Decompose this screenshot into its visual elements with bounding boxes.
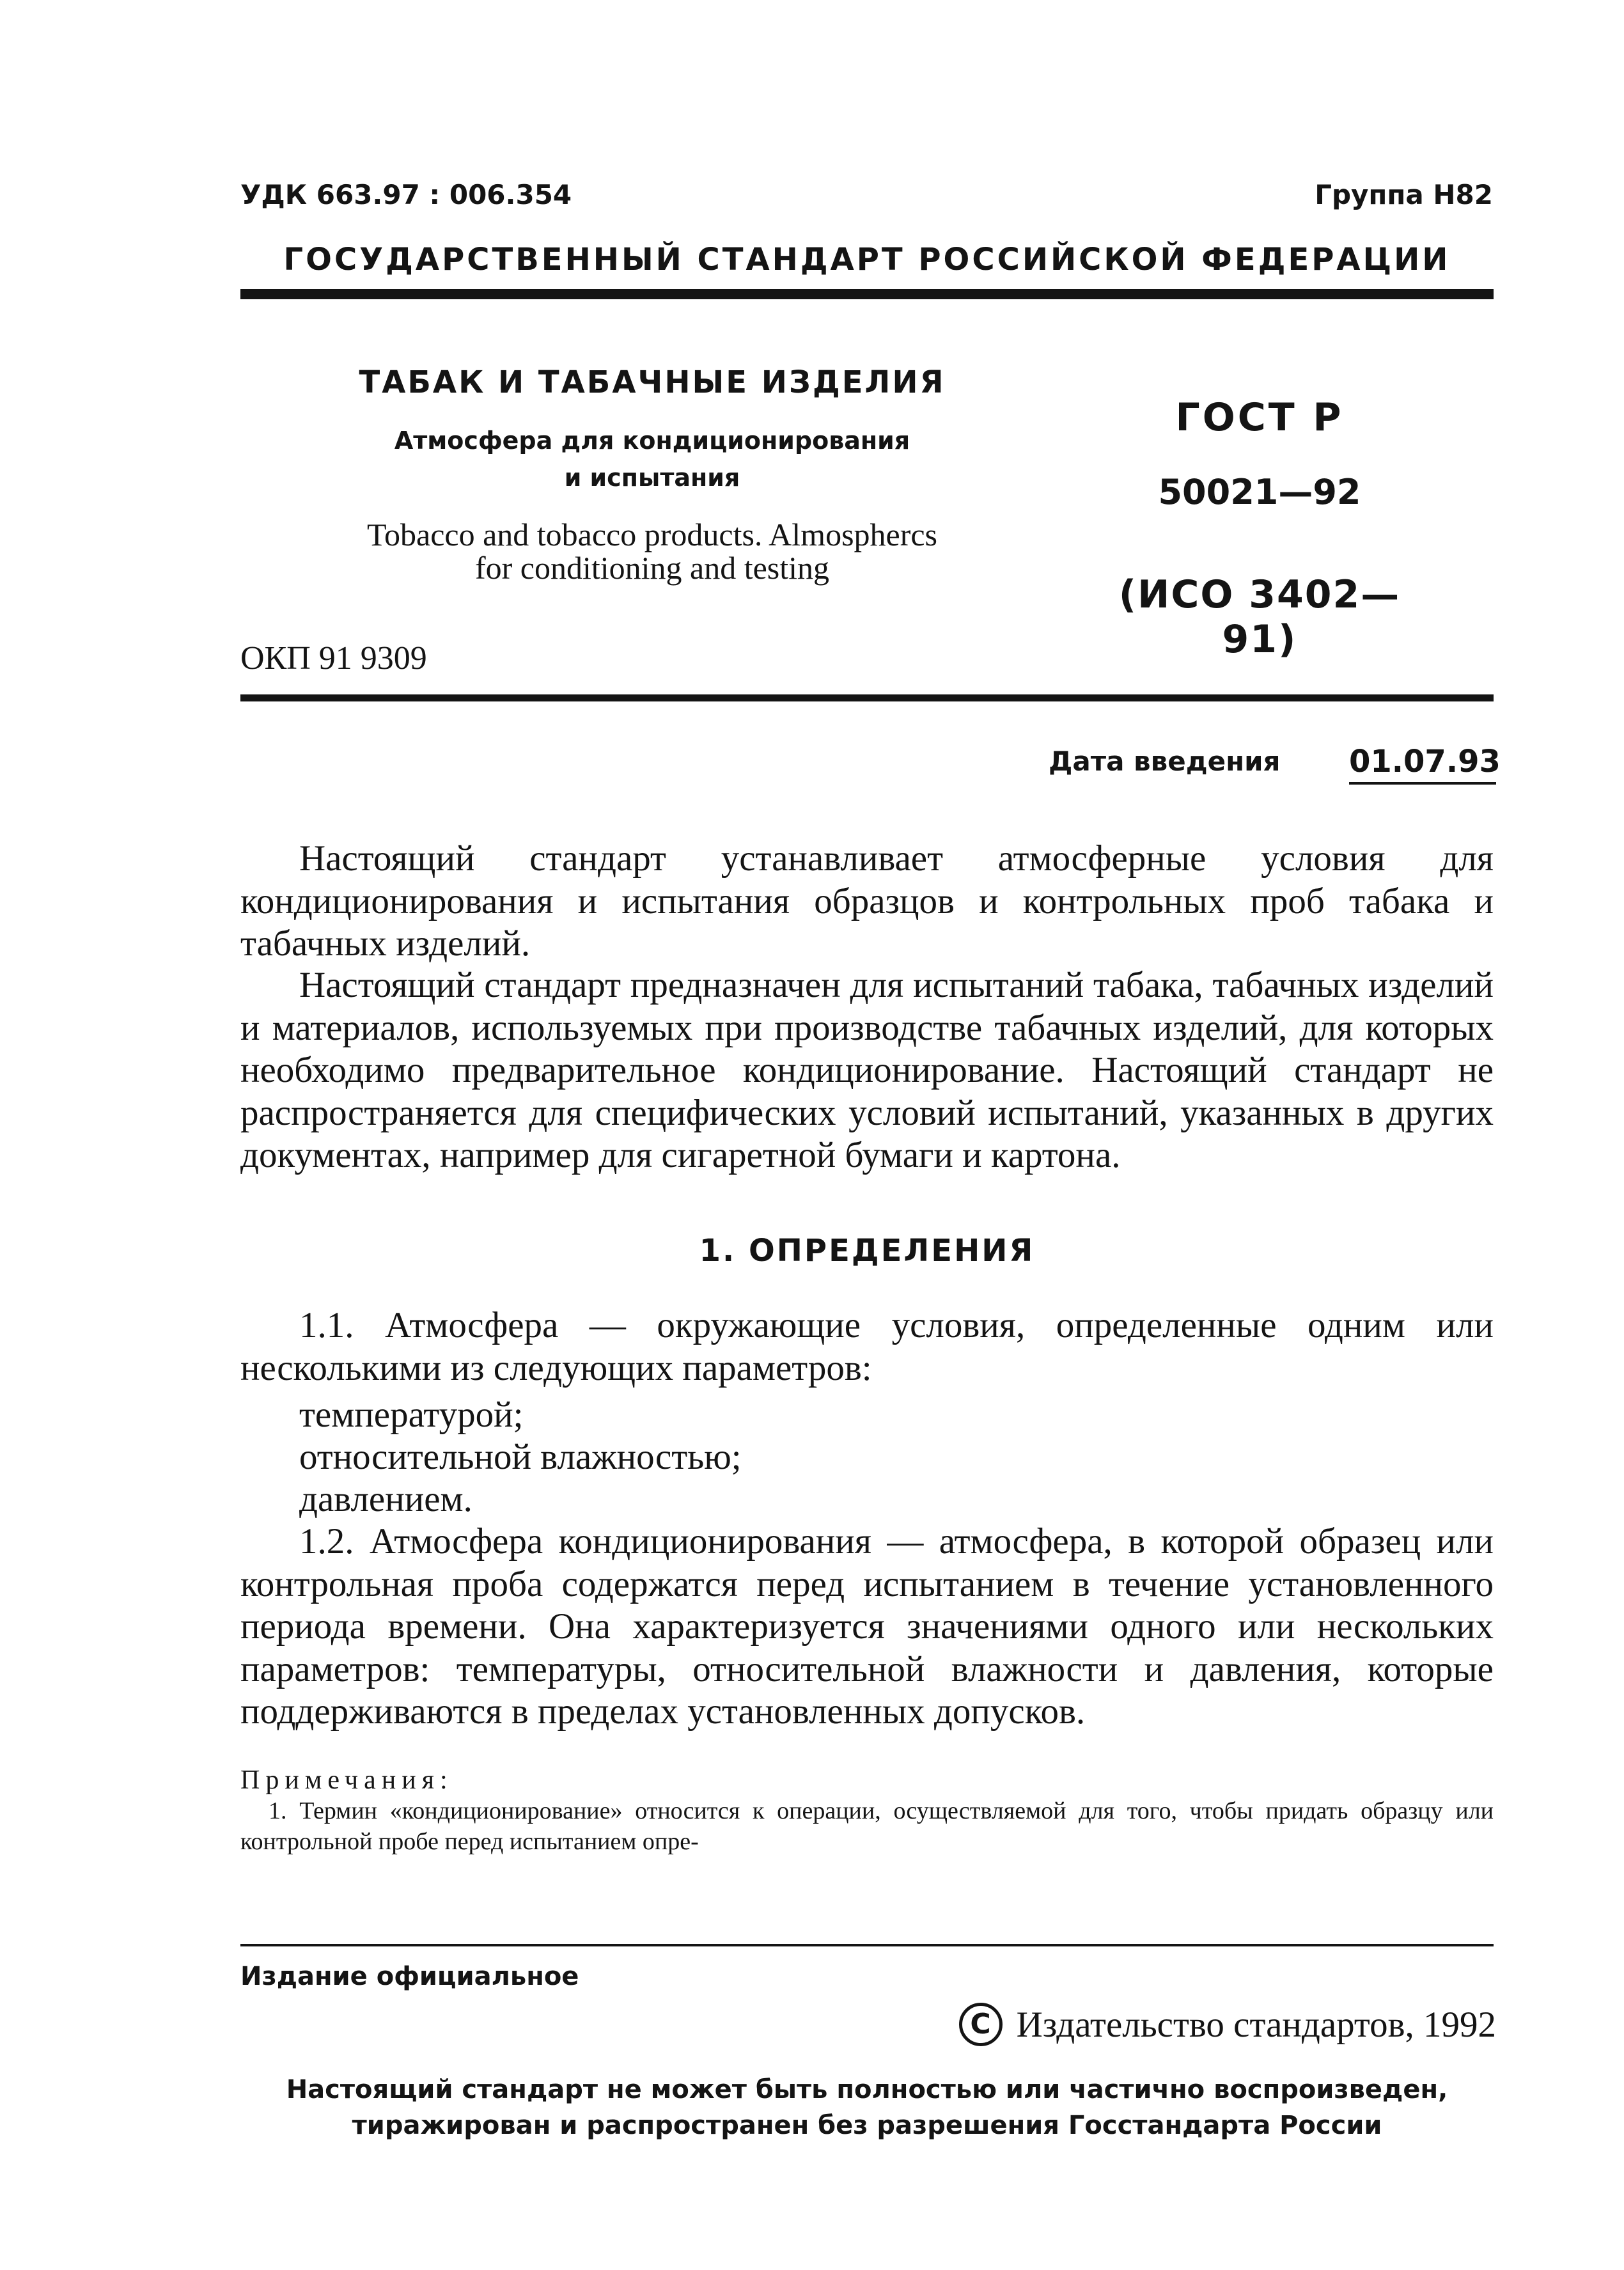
section-heading: 1. ОПРЕДЕЛЕНИЯ — [699, 1233, 1035, 1269]
reproduction-disclaimer — [240, 2072, 1494, 2143]
header-rule — [240, 289, 1494, 299]
udk-code: УДК 663.97 : 006.354 — [240, 179, 572, 210]
intro-paragraph-1: Настоящий стандарт устанавливает атмосферные условия для кондиционирования и испытания образцов и контрольных проб табака и табачных изделий. — [240, 838, 1494, 964]
param-temperature: температурой; — [299, 1395, 524, 1435]
gost-label: ГОСТ Р — [1175, 395, 1344, 440]
english-title-line2: for conditioning and testing — [474, 550, 830, 586]
standard-subtitle-line2: и испытания — [564, 464, 740, 492]
copyright-icon: С — [959, 2003, 1003, 2046]
copyright-line — [959, 2003, 1496, 2046]
standard-subtitle-line1: Атмосфера для кондиционирования — [394, 427, 910, 455]
definition-1-2: 1.2. Атмосфера кондиционирования — атмосфера, в которой образец или контрольная проба содержатся перед испытанием в течение установленного периода времени. Она характеризуется значениями одного или нескольких параметров: температуры, относительной влажности и давления, которые поддерживаются в пределах установленных допусков. — [240, 1521, 1494, 1732]
copyright-text: Издательство стандартов, 1992 — [1016, 2004, 1496, 2045]
title-block — [301, 364, 1004, 584]
state-standard-heading: ГОСУДАРСТВЕННЫЙ СТАНДАРТ РОССИЙСКОЙ ФЕДЕРАЦИИ — [283, 242, 1451, 278]
okp-rule — [240, 694, 1494, 701]
notes-heading: Примечания: — [240, 1765, 453, 1795]
gost-number: 50021—92 — [1158, 472, 1361, 512]
designation-block — [1087, 395, 1432, 662]
edition-label: Издание официальное — [240, 1962, 579, 1991]
param-pressure: давлением. — [299, 1479, 472, 1519]
iso-number: (ИСО 3402—91) — [1118, 572, 1401, 662]
intro-paragraph-2: Настоящий стандарт предназначен для испытаний табака, табачных изделий и материалов, используемых при производстве табачных изделий, для которых необходимо предварительное кондиционирование. Настоящий стандарт не распространяется для специфических условий испытаний, указанных в других документах, например для сигаретной бумаги и картона. — [240, 965, 1494, 1175]
disclaimer-line2: тиражирован и распространен без разрешения Госстандарта России — [352, 2111, 1382, 2140]
group-code: Группа Н82 — [1315, 179, 1493, 210]
english-title-line1: Tobacco and tobacco products. Almospherсs — [366, 517, 938, 552]
param-humidity: относительной влажностью; — [299, 1437, 742, 1477]
definition-1-1: 1.1. Атмосфера — окружающие условия, определенные одним или несколькими из следующих параметров: — [240, 1305, 1494, 1388]
note-1: 1. Термин «кондиционирование» относится к операции, осуществляемой для того, чтобы придать образцу или контрольной пробе перед испытанием опре- — [240, 1797, 1494, 1855]
intro-date-value: 01.07.93 — [1349, 744, 1496, 785]
intro-date-label: Дата введения — [1049, 746, 1281, 777]
okp-code: ОКП 91 9309 — [240, 640, 427, 677]
footer-rule — [240, 1944, 1494, 1946]
disclaimer-line1: Настоящий стандарт не может быть полностью или частично воспроизведен, — [286, 2075, 1448, 2104]
standard-title: ТАБАК И ТАБАЧНЫЕ ИЗДЕЛИЯ — [359, 364, 946, 400]
